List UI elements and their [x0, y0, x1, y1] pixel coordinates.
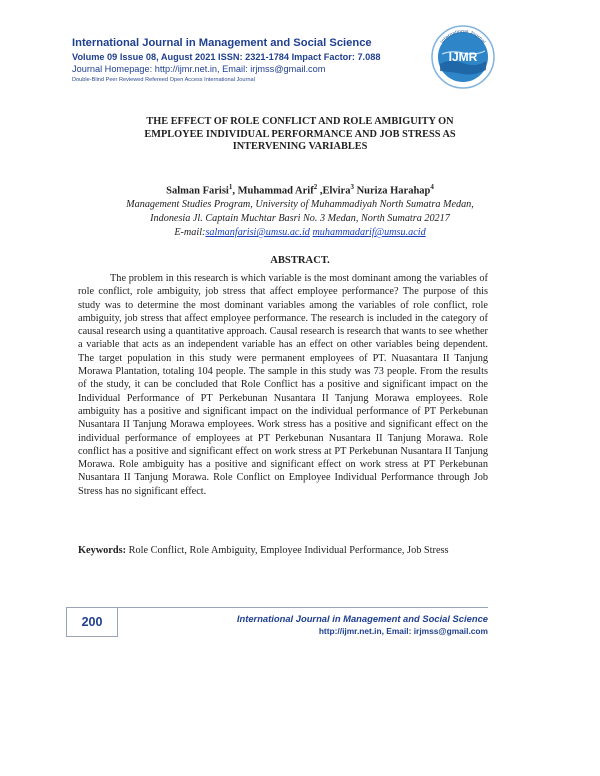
abstract-heading: ABSTRACT.: [270, 255, 330, 266]
author-affiliation-mark: 3: [350, 183, 354, 191]
journal-name: International Journal in Management and Social Science: [72, 37, 372, 49]
journal-header: [72, 36, 452, 84]
title-line: EMPLOYEE INDIVIDUAL PERFORMANCE AND JOB STRESS AS: [144, 128, 456, 140]
author-name: Salman Farisi: [166, 185, 229, 197]
email-line: [60, 226, 540, 240]
journal-review-line: Double-Blind Peer Reviewed Refereed Open Access International Journal: [72, 77, 255, 83]
affiliation-line: Management Studies Program, University of Muhammadiyah North Sumatra Medan,: [126, 199, 474, 210]
author-affiliation-mark: 4: [430, 183, 434, 191]
title-line: INTERVENING VARIABLES: [232, 141, 368, 152]
author-affiliation-mark: 2: [313, 183, 318, 191]
footer-rule: [66, 607, 488, 608]
author-affiliation-mark: 1: [228, 183, 233, 191]
affiliation-line: Indonesia Jl. Captain Muchtar Basri No. 3 Medan, North Sumatra 20217: [150, 213, 450, 224]
journal-issue-line: Volume 09 Issue 08, August 2021 ISSN: 2321-1784 Impact Factor: 7.088: [72, 52, 381, 62]
title-line: THE EFFECT OF ROLE CONFLICT AND ROLE AMBIGUITY ON: [146, 116, 454, 127]
author-name: Muhammad Arif: [237, 185, 314, 197]
keywords-text: Role Conflict, Role Ambiguity, Employee Individual Performance, Job Stress: [126, 545, 449, 556]
affiliation-block: [60, 198, 540, 240]
page-number: 200: [66, 607, 118, 637]
email-link[interactable]: salmanfarisi@umsu.ac.id: [205, 227, 310, 238]
logo-ring-text: International Journal: [439, 28, 487, 45]
footer-journal-name: International Journal in Management and Social Science: [236, 613, 488, 624]
author-name: Nuriza Harahap: [356, 185, 431, 197]
paper-title: [80, 116, 520, 154]
author-list: [60, 183, 540, 197]
email-link[interactable]: muhammadarif@umsu.acid: [312, 227, 426, 238]
author-name: Elvira: [322, 185, 351, 197]
footer-contact-line: http://ijmr.net.in, Email: irjmss@gmail.com: [318, 626, 488, 636]
logo-text: IJMR: [448, 50, 478, 64]
author-separator: ,: [317, 185, 323, 197]
journal-homepage-line: Journal Homepage: http://ijmr.net.in, Email: irjmss@gmail.com: [72, 64, 326, 74]
journal-logo-icon: [430, 24, 496, 90]
keywords-label: Keywords:: [78, 545, 127, 556]
author-separator: ,: [232, 185, 238, 197]
email-label: E-mail:: [174, 227, 206, 238]
keywords: [78, 544, 488, 558]
abstract-body: The problem in this research is which variable is the most dominant among the variables of role conflict, role ambiguity, job stress that affect employee performance? The purpose of this study was to determine the most dominant variables among the variables of role conflict, role ambiguity, job stress that affect employee performance. The research is included in the category of causal research using a quantitative approach. Causal research is research that wants to see whether a variable that acts as an independent variable has an effect on other variables being dependent. The target population in this study were permanent employees of PT. Nuasantara II Tanjung Morawa Plantation, totaling 104 people. The sample in this study was 73 people. From the results of the study, it can be concluded that Role Conflict has a positive and significant impact on the Individual Performance of PT Perkebunan Nusantara II Tanjung Morawa employees. Role ambiguity has a positive and significant impact on the individual performance of PT Perkebunan Nusantara II Tanjung Morawa employees. Work stress has a positive and significant effect on the individual performance of employees at PT Perkebunan Nusantara II Tanjung Morawa. Role conflict has a positive and significant effect on work stress at PT Perkebunan Nusantara II Tanjung Morawa. Role ambiguity has a positive and significant effect on work stress at PT Perkebunan Nusantara II Tanjung Morawa. Role Conflict on Employee Individual Performance through Job Stress has no significant effect.: [78, 273, 488, 497]
journal-logo: [430, 24, 496, 90]
